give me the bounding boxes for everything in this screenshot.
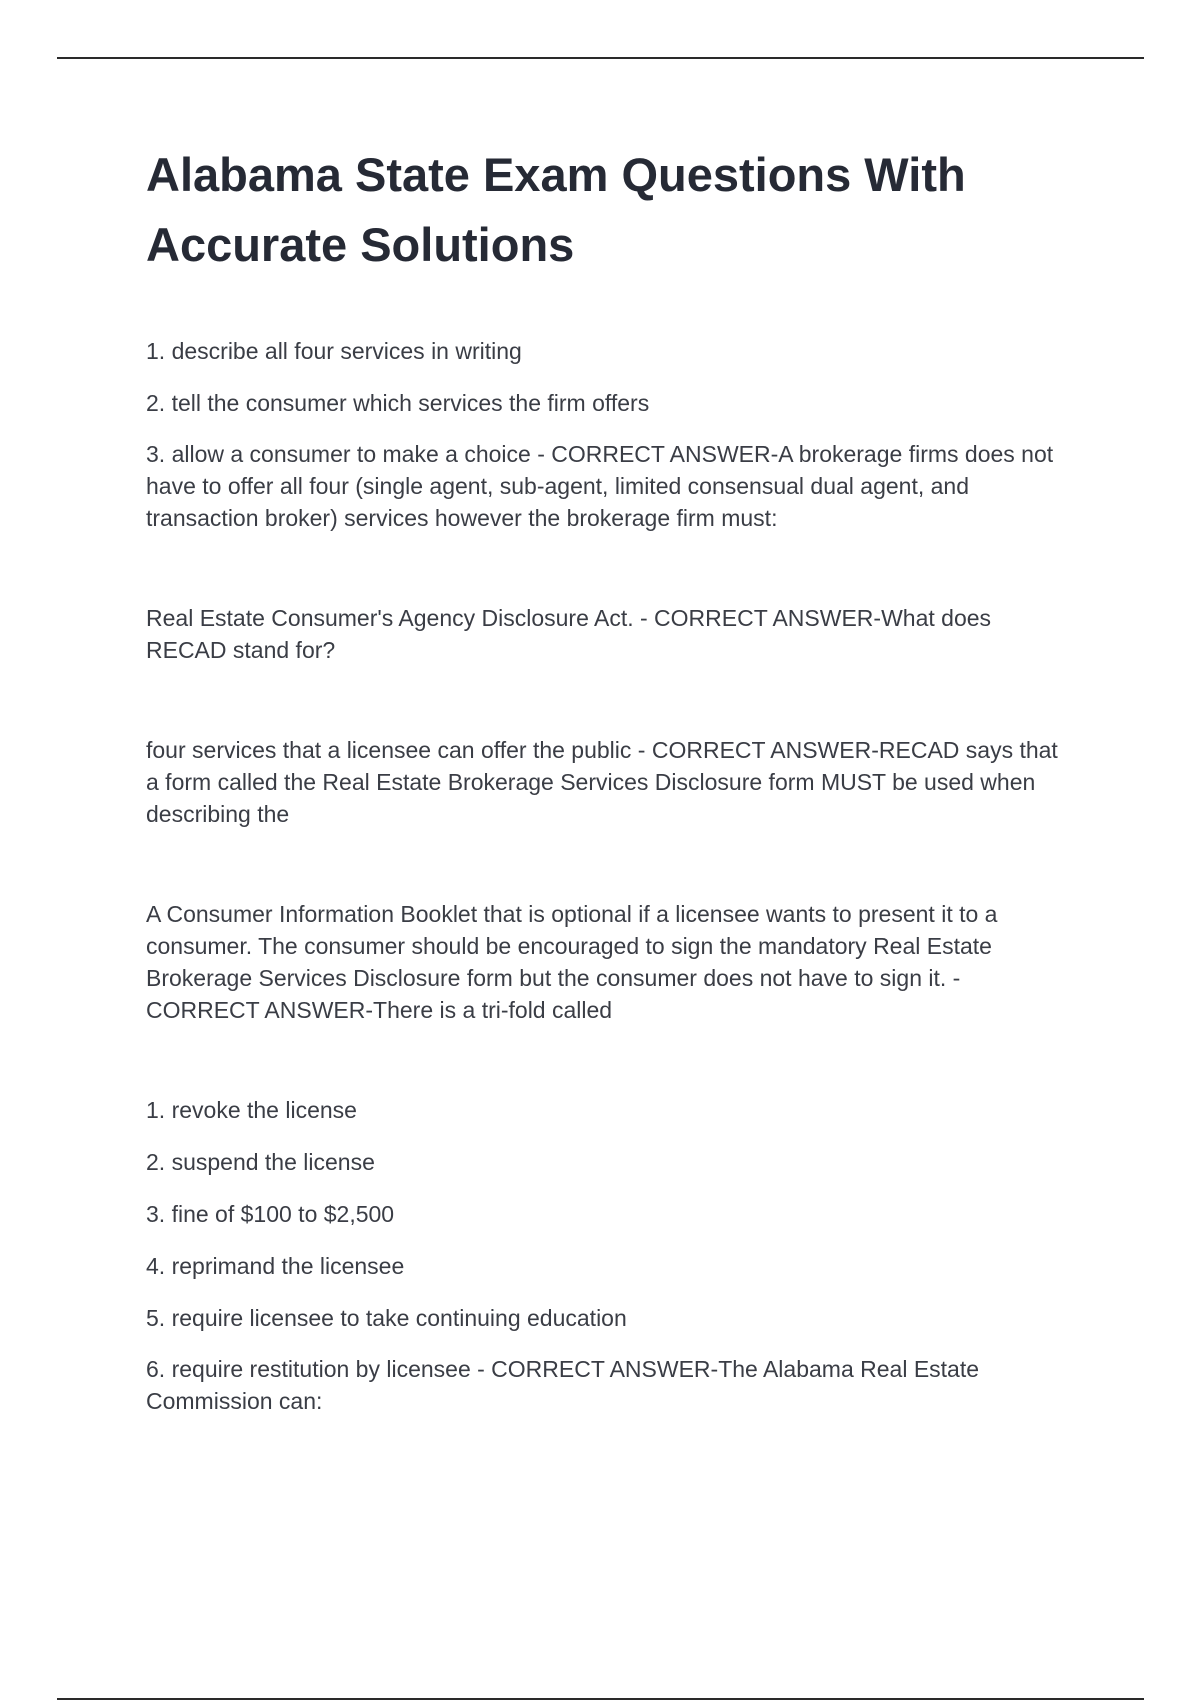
document-body <box>146 140 1076 1417</box>
list-item: 2. tell the consumer which services the firm offers <box>146 390 650 416</box>
qa-group-3 <box>146 734 1076 830</box>
page-title: Alabama State Exam Questions With Accurate Solutions <box>146 148 966 271</box>
qa-paragraph: A Consumer Information Booklet that is optional if a licensee wants to present it to a consumer. The consumer should be encouraged to sign the mandatory Real Estate Brokerage Services Disclosure form but the consumer does not have to sign it. - CORRECT ANSWER-There is a tri-fold called <box>146 901 998 1023</box>
list-item: 3. fine of $100 to $2,500 <box>146 1201 395 1227</box>
qa-group-5 <box>146 1094 1076 1417</box>
list-item: 5. require licensee to take continuing education <box>146 1305 627 1331</box>
qa-paragraph: four services that a licensee can offer the public - CORRECT ANSWER-RECAD says that a form called the Real Estate Brokerage Services Disclosure form MUST be used when describing the <box>146 737 1058 827</box>
qa-group-1 <box>146 335 1076 534</box>
qa-content <box>146 335 1076 1417</box>
list-item: 2. suspend the license <box>146 1149 375 1175</box>
top-divider <box>57 57 1144 59</box>
list-item: 1. describe all four services in writing <box>146 338 522 364</box>
qa-paragraph: Real Estate Consumer's Agency Disclosure Act. - CORRECT ANSWER-What does RECAD stand for? <box>146 605 992 663</box>
list-item: 3. allow a consumer to make a choice - CORRECT ANSWER-A brokerage firms does not have to offer all four (single agent, sub-agent, limited consensual dual agent, and transaction broker) services however the brokerage firm must: <box>146 441 1054 531</box>
qa-group-2 <box>146 602 1076 666</box>
list-item: 4. reprimand the licensee <box>146 1253 405 1279</box>
list-item: 1. revoke the license <box>146 1097 357 1123</box>
list-item: 6. require restitution by licensee - CORRECT ANSWER-The Alabama Real Estate Commission can: <box>146 1356 980 1414</box>
qa-group-4 <box>146 898 1076 1026</box>
